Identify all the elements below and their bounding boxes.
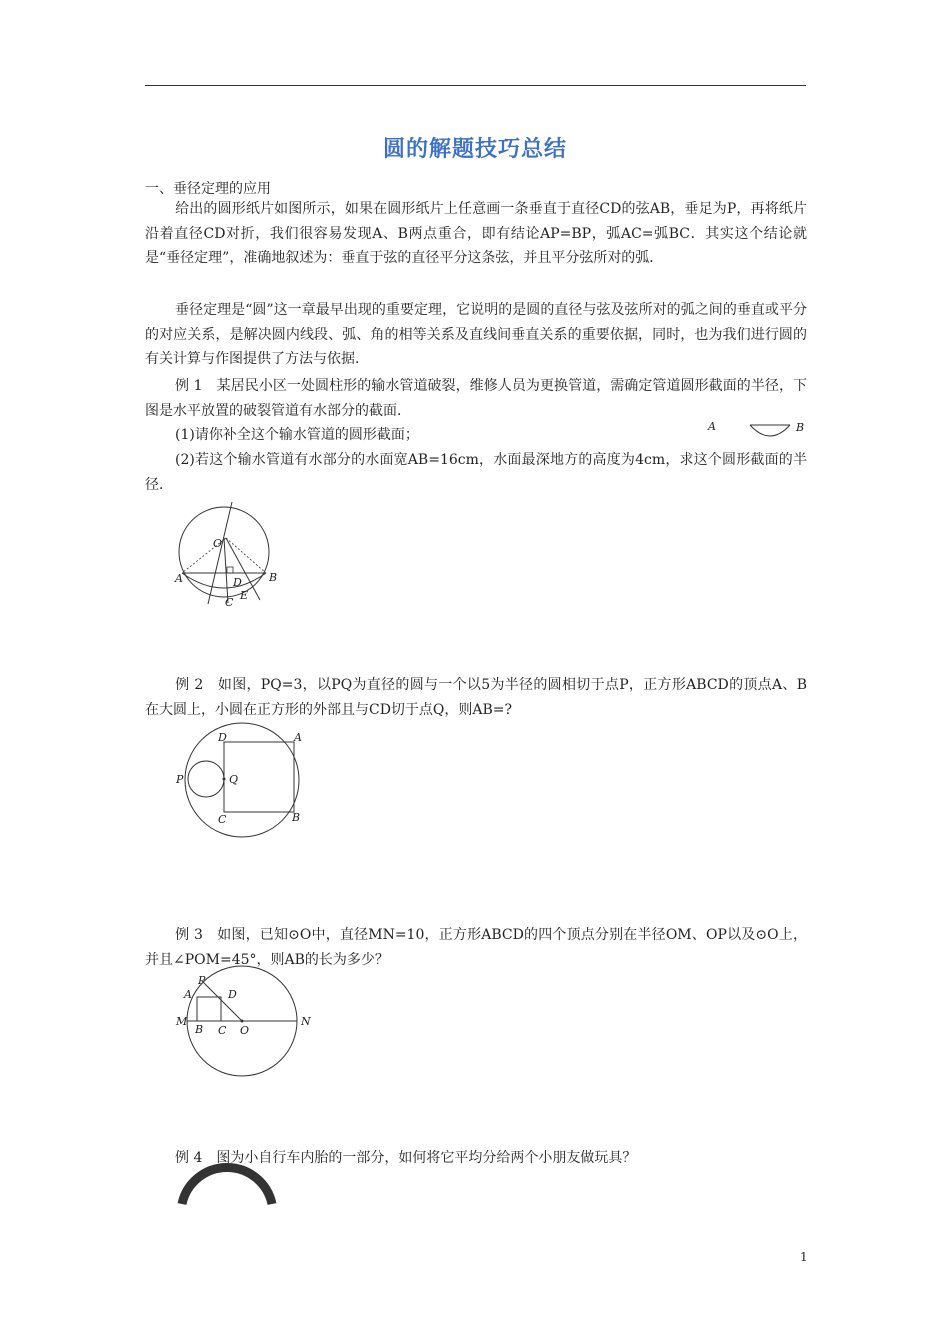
example-1-question-1: (1)请你补全这个输水管道的圆形截面； (175, 427, 419, 443)
label-C: C (218, 813, 227, 826)
label-O: O (213, 537, 223, 550)
example-3-text: 例 3 如图，已知⊙O中，直径MN=10，正方形ABCD的四个顶点分别在半径OM、OP以及⊙O上，并且∠POM=45°，则AB的长为多少？ (145, 927, 807, 968)
label-M: M (176, 1015, 188, 1028)
example-3 (145, 923, 807, 972)
example-1-text: 例 1 某居民小区一处圆柱形的输水管道破裂，维修人员为更换管道，需确定管道圆形截面的半径，下图是水平放置的破裂管道有水部分的截面． (145, 378, 807, 419)
section-heading: 一、垂径定理的应用 (145, 181, 271, 197)
label-P: P (198, 974, 206, 987)
label-B: B (292, 811, 301, 824)
label-C: C (218, 1024, 227, 1037)
label-Q: Q (229, 773, 239, 786)
label-C: C (225, 596, 234, 609)
example-1-question-2-text: (2)若这个输水管道有水部分的水面宽AB=16cm，水面最深地方的高度为4cm，求这个圆形截面的半径． (145, 452, 807, 493)
paragraph-1 (145, 197, 807, 271)
label-O: O (240, 1024, 250, 1037)
label-A: A (175, 572, 183, 585)
example-2 (145, 673, 807, 722)
figure-water-arc (700, 415, 810, 450)
label-D: D (218, 731, 227, 744)
example-1-question-2 (145, 448, 807, 497)
paragraph-2 (145, 298, 807, 372)
label-E: E (240, 589, 249, 602)
label-N: N (301, 1015, 311, 1028)
header-rule (145, 85, 806, 86)
label-B: B (195, 1023, 204, 1036)
paragraph-1-text: 给出的圆形纸片如图所示，如果在圆形纸片上任意画一条垂直于直径CD的弦AB，垂足为P，再将纸片沿着直径CD对折，我们很容易发现A、B两点重合，即有结论AP=BP，弧AC=弧BC．其实这个结论就是“垂径定理”，准确地叙述为：垂直于弦的直径平分这条弦，并且平分弦所对的弧． (145, 201, 807, 266)
label-D: D (228, 988, 237, 1001)
label-A: A (294, 731, 302, 744)
label-A: A (184, 988, 192, 1001)
label-D: D (233, 576, 242, 589)
label-B: B (796, 421, 805, 434)
label-P: P (176, 773, 184, 786)
label-B: B (269, 571, 278, 584)
figure-example-3 (170, 970, 320, 1076)
figure-example-4-tire (175, 1168, 280, 1208)
page-number: 1 (800, 1250, 808, 1264)
paragraph-2-text: 垂径定理是“圆”这一章最早出现的重要定理，它说明的是圆的直径与弦及弦所对的弧之间的垂直或平分的对应关系，是解决圆内线段、弧、角的相等关系及直线间垂直关系的重要依据，同时，也为我们进行圆的有关计算与作图提供了方法与依据． (145, 302, 807, 367)
page-title: 圆的解题技巧总结 (382, 137, 567, 162)
example-2-text: 例 2 如图，PQ=3，以PQ为直径的圆与一个以5为半径的圆相切于点P，正方形ABCD的顶点A、B在大圆上，小圆在正方形的外部且与CD切于点Q，则AB=? (145, 677, 807, 718)
figure-example-1 (170, 498, 280, 610)
label-A: A (708, 420, 716, 433)
figure-example-2 (172, 722, 312, 840)
example-4-text: 例 4 图为小自行车内胎的一部分，如何将它平均分给两个小朋友做玩具？ (175, 1150, 637, 1166)
